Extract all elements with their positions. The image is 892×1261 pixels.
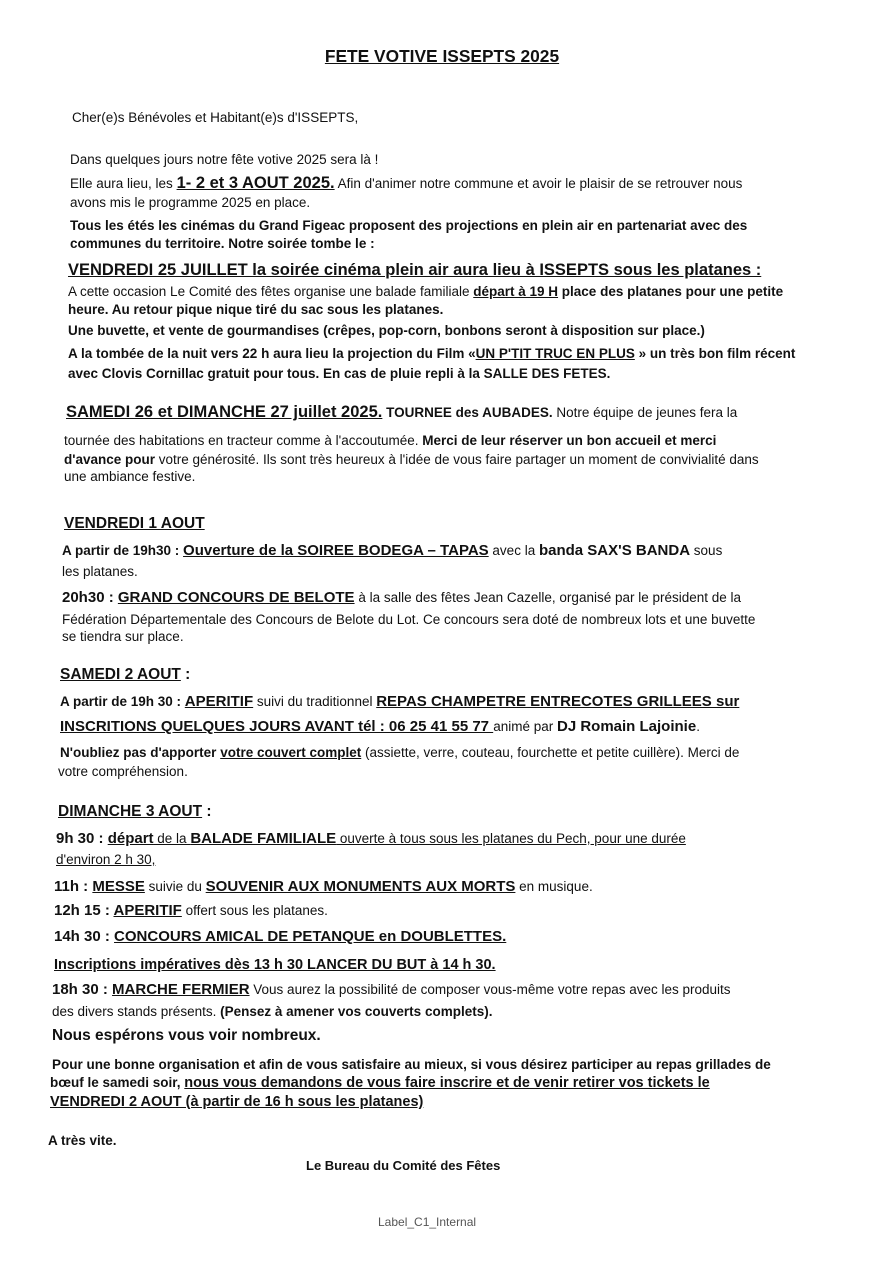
aubades-line: une ambiance festive. (64, 469, 196, 484)
saturday-line (60, 745, 739, 761)
intro-text: Afin d'animer notre commune et avoir le plaisir de se retrouver nous (334, 176, 743, 191)
friday-time: 20h30 : (62, 589, 118, 606)
greeting: Cher(e)s Bénévoles et Habitant(e)s d'ISSEPTS, (72, 110, 359, 125)
cinema-line (68, 346, 795, 362)
saturday-line (60, 719, 700, 735)
friday-text: sous (690, 543, 723, 558)
saturday-line (60, 694, 739, 710)
cinema-text: A cette occasion Le Comité des fêtes organise une balade familiale (68, 284, 474, 299)
closing-line: Nous espérons vous voir nombreux. (52, 1027, 321, 1044)
sunday-line: d'environ 2 h 30, (56, 852, 156, 867)
friday-line: Fédération Départementale des Concours de Belote du Lot. Ce concours sera doté de nombreux lots et une buvette (62, 612, 756, 627)
aubades-line (66, 404, 737, 421)
saturday-heading: SAMEDI 2 AOUT (60, 666, 181, 683)
heading-colon: : (180, 666, 191, 683)
closing-line (50, 1075, 710, 1091)
sunday-heading-line (58, 804, 212, 820)
heading-colon: : (202, 803, 212, 820)
intro-line: Dans quelques jours notre fête votive 2025 sera là ! (70, 152, 379, 167)
sunday-time: 12h 15 : (54, 902, 114, 919)
intro-text: Elle aura lieu, les (70, 176, 177, 191)
friday-heading: VENDREDI 1 AOUT (64, 515, 205, 532)
sunday-text: (Pensez à amener vos couverts complets). (220, 1004, 493, 1019)
country-meal: REPAS CHAMPETRE ENTRECOTES GRILLEES sur (376, 693, 740, 710)
closing-text: nous vous demandons de vous faire inscrire et de venir retirer vos tickets le (184, 1075, 710, 1091)
friday-time: A partir de 19h30 : (62, 543, 184, 558)
sunday-line (54, 903, 328, 919)
sunday-time: 18h 30 : (52, 981, 113, 998)
sunday-line (56, 831, 686, 847)
cinema-line: avec Clovis Cornillac gratuit pour tous. En cas de pluie repli à la SALLE DES FETES. (68, 366, 611, 381)
petanque-registration: Inscriptions impératives dès 13 h 30 LANCER DU BUT à 14 h 30. (54, 957, 496, 973)
aubades-text: tournée des habitations en tracteur comme à l'accoutumée. (64, 433, 423, 448)
sunday-line (52, 1004, 492, 1020)
bodega-evening: Ouverture de la SOIREE BODEGA – TAPAS (183, 542, 489, 559)
saturday-line: votre compréhension. (58, 764, 188, 779)
friday-line: les platanes. (62, 564, 138, 579)
friday-text: avec la (488, 543, 539, 558)
footer-label: Label_C1_Internal (378, 1215, 477, 1229)
friday-line: se tiendra sur place. (62, 629, 184, 644)
cinema-text: » un très bon film récent (634, 346, 796, 361)
aperitif: APERITIF (184, 693, 254, 710)
cutlery-reminder: votre couvert complet (220, 745, 362, 760)
intro-line: communes du territoire. Notre soirée tombe le : (70, 236, 375, 251)
intro-line (70, 175, 742, 192)
sunday-heading: DIMANCHE 3 AOUT (58, 803, 203, 820)
family-walk: BALADE FAMILIALE (190, 830, 337, 847)
aubades-text: d'avance pour (64, 452, 155, 467)
friday-line (62, 543, 722, 559)
sunday-text: offert sous les platanes. (181, 903, 328, 918)
saturday-heading-line (60, 667, 190, 683)
intro-line: avons mis le programme 2025 en place. (70, 195, 311, 210)
intro-line: Tous les étés les cinémas du Grand Figeac proposent des projections en plein air en partenariat avec des (70, 218, 748, 233)
closing-line: VENDREDI 2 AOUT (à partir de 16 h sous les platanes) (50, 1094, 424, 1110)
sunday-line (54, 879, 593, 895)
sunday-text: suivie du (144, 879, 206, 894)
cinema-departure: départ à 19 H (473, 284, 559, 299)
saturday-time: A partir de 19h 30 : (60, 694, 185, 709)
signature: Le Bureau du Comité des Fêtes (306, 1158, 501, 1173)
aubades-line (64, 433, 716, 449)
friday-line (62, 590, 741, 606)
registration-phone: INSCRITIONS QUELQUES JOURS AVANT tél : 06 25 41 55 77 (60, 718, 494, 735)
festival-dates: 1- 2 et 3 AOUT 2025. (176, 174, 335, 192)
petanque-contest: CONCOURS AMICAL DE PETANQUE en DOUBLETTES. (114, 928, 507, 945)
cinema-line: Une buvette, et vente de gourmandises (crêpes, pop-corn, bonbons seront à disposition sur place.) (68, 323, 705, 338)
sunday-time: 14h 30 : (54, 928, 115, 945)
document-title: FETE VOTIVE ISSEPTS 2025 (324, 46, 560, 66)
cinema-text: A la tombée de la nuit vers 22 h aura lieu la projection du Film « (68, 346, 476, 361)
sunday-text: des divers stands présents. (52, 1004, 221, 1019)
closing-line: Pour une bonne organisation et afin de vous satisfaire au mieux, si vous désirez participer au repas grillades de (52, 1057, 771, 1072)
aubades-text: votre générosité. Ils sont très heureux à l'idée de vous faire partager un moment de convivialité dans (155, 452, 759, 467)
sunday-line (52, 982, 731, 998)
sunday-time: 9h 30 : (56, 830, 108, 847)
cinema-line: heure. Au retour pique nique tiré du sac sous les platanes. (68, 302, 444, 317)
saturday-text: animé par (493, 719, 557, 734)
cinema-heading: VENDREDI 25 JUILLET la soirée cinéma plein air aura lieu à ISSEPTS sous les platanes : (68, 261, 762, 279)
saturday-text: (assiette, verre, couteau, fourchette et petite cuillère). Merci de (361, 745, 740, 760)
closing-text: bœuf le samedi soir, (50, 1075, 185, 1090)
aubades-text: Merci de leur réserver un bon accueil et merci (422, 433, 717, 448)
belote-contest: GRAND CONCOURS DE BELOTE (117, 589, 355, 606)
saturday-text: suivi du traditionnel (253, 694, 377, 709)
aubades-line (64, 452, 759, 468)
cinema-text: place des platanes pour une petite (558, 284, 784, 299)
sign-off: A très vite. (48, 1133, 117, 1148)
aubades-text: Notre équipe de jeunes fera la (552, 405, 738, 420)
sunday-text: Vous aurez la possibilité de composer vous-même votre repas avec les produits (249, 982, 731, 997)
sunday-text: départ (107, 830, 154, 847)
cinema-line (68, 284, 783, 300)
aubades-heading: SAMEDI 26 et DIMANCHE 27 juillet 2025. (66, 403, 383, 421)
sunday-line (54, 929, 506, 945)
sunday-text: en musique. (515, 879, 593, 894)
friday-text: à la salle des fêtes Jean Cazelle, organisé par le président de la (354, 590, 742, 605)
saturday-text: . (696, 719, 700, 734)
film-title: UN P'TIT TRUC EN PLUS (475, 346, 635, 361)
sunday-text: de la (153, 831, 191, 846)
sunday-text: ouverte à tous sous les platanes du Pech, pour une durée (336, 831, 686, 846)
saturday-text: N'oubliez pas d'apporter (60, 745, 221, 760)
dj-name: DJ Romain Lajoinie (556, 718, 697, 735)
aubades-title: TOURNEE des AUBADES. (382, 405, 553, 420)
sunday-time: 11h : (54, 878, 93, 895)
farmers-market: MARCHE FERMIER (112, 981, 250, 998)
memorial: SOUVENIR AUX MONUMENTS AUX MORTS (205, 878, 516, 895)
banda-name: banda SAX'S BANDA (538, 542, 691, 559)
mass: MESSE (92, 878, 145, 895)
aperitif: APERITIF (113, 902, 182, 919)
